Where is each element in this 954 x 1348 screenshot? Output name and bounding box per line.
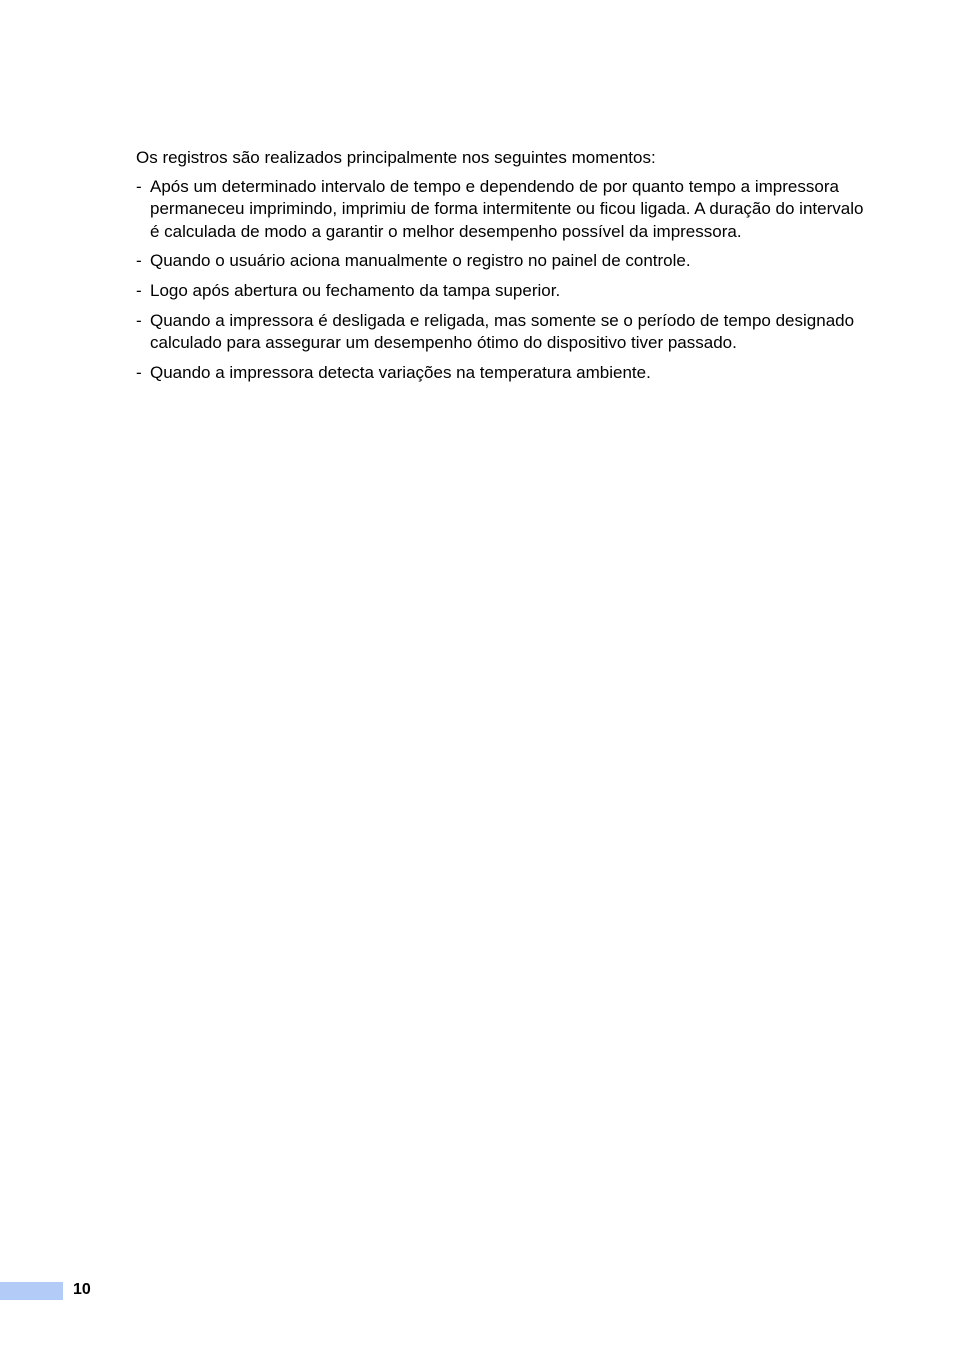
page-number: 10 — [73, 1281, 91, 1298]
list-item — [136, 310, 876, 354]
list-item — [136, 176, 876, 243]
list-item-text: Quando a impressora é desligada e religada, mas somente se o período de tempo designado calculado para assegurar um desempenho ótimo do dispositivo tiver passado. — [150, 310, 855, 352]
list-dash: - — [136, 310, 142, 330]
document-body — [136, 147, 876, 391]
list-item-text: Quando o usuário aciona manualmente o registro no painel de controle. — [150, 251, 691, 271]
list-item — [136, 280, 876, 302]
page-number-tab — [0, 1282, 63, 1300]
list-dash: - — [136, 362, 142, 382]
list-dash: - — [136, 251, 142, 271]
intro-paragraph: Os registros são realizados principalmente nos seguintes momentos: — [136, 148, 656, 167]
moments-list — [136, 176, 876, 384]
list-item-text: Após um determinado intervalo de tempo e dependendo de por quanto tempo a impressora permaneceu imprimindo, imprimiu de forma intermitente ou ficou ligada. A duração do intervalo é calculada de modo a garantir o melhor desempenho possível da impressora. — [150, 177, 864, 241]
list-dash: - — [136, 177, 142, 197]
list-item-text: Logo após abertura ou fechamento da tampa superior. — [150, 281, 561, 301]
list-item-text: Quando a impressora detecta variações na temperatura ambiente. — [150, 362, 651, 382]
list-item — [136, 362, 876, 384]
list-dash: - — [136, 281, 142, 301]
list-item — [136, 250, 876, 272]
